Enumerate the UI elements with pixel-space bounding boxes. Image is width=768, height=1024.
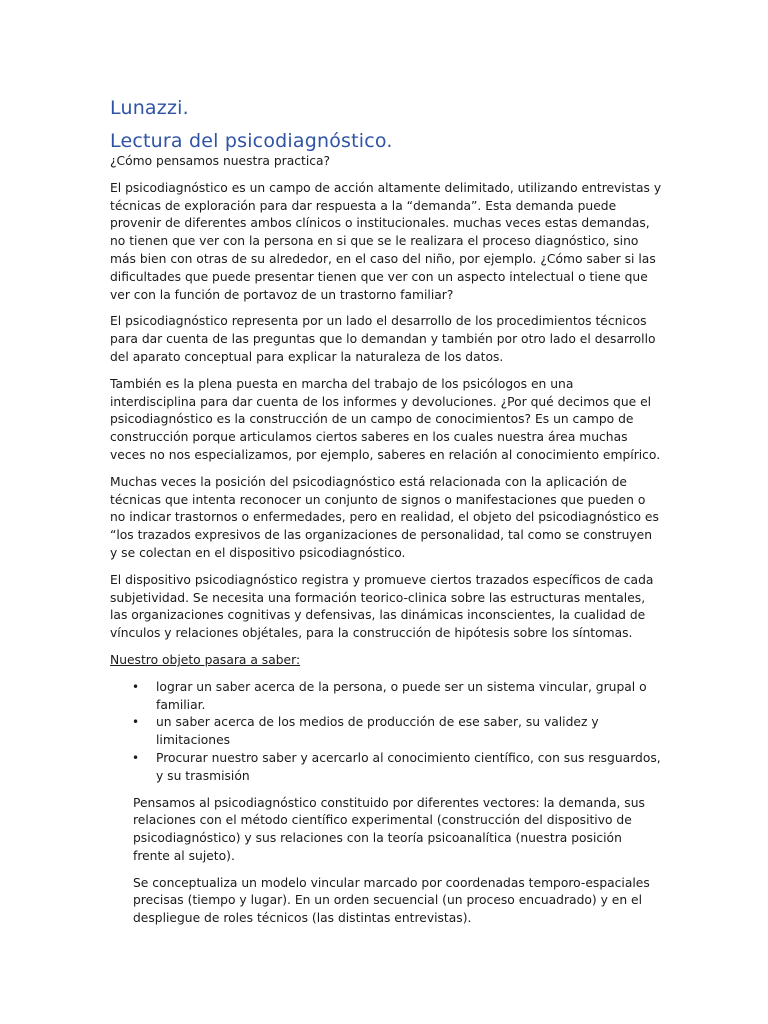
- bullet-icon: •: [132, 715, 140, 730]
- document-page: [110, 96, 662, 937]
- list-item: [110, 679, 662, 715]
- list-item-text: Procurar nuestro saber y acercarlo al conocimiento científico, con sus resguardos, y su trasmisión: [156, 750, 661, 783]
- author-heading: Lunazzi.: [110, 97, 189, 119]
- paragraph-vectores: Pensamos al psicodiagnóstico constituido por diferentes vectores: la demanda, sus relaciones con el método científico experimental (construcción del dispositivo de psicodiagnóstico) y sus relaciones con la teoría psicoanalítica (nuestra posición frente al sujeto).: [133, 795, 645, 863]
- list-item-text: un saber acerca de los medios de producción de ese saber, su validez y limitaciones: [156, 715, 599, 748]
- paragraph-dispositivo: El dispositivo psicodiagnóstico registra y promueve ciertos trazados específicos de cada subjetividad. Se necesita una formación teorico-clinica sobre las estructuras mentales, las organizaciones cognitivas y defensivas, las dinámicas inconscientes, la cualidad de vínculos y relaciones objétales, para la construcción de hipótesis sobre los síntomas.: [110, 572, 654, 641]
- bullet-icon: •: [132, 679, 140, 694]
- paragraph-modelo-vincular: Se conceptualiza un modelo vincular marcado por coordenadas temporo-espaciales precisas (tiempo y lugar). En un orden secuencial (un proceso encuadrado) y en el despliegue de roles técnicos (las distintas entrevistas).: [133, 875, 650, 926]
- paragraph-objeto: Muchas veces la posición del psicodiagnóstico está relacionada con la aplicación de técnicas que intenta reconocer un conjunto de signos o manifestaciones que pueden o no indicar trastornos o enfermedades, pero en realidad, el objeto del psicodiagnóstico es “los trazados expresivos de las organizaciones de personalidad, tal como se construyen y se colectan en el dispositivo psicodiagnóstico.: [110, 474, 659, 560]
- paragraph-demanda: El psicodiagnóstico es un campo de acción altamente delimitado, utilizando entrevistas y técnicas de exploración para dar respuesta a la “demanda”. Esta demanda puede provenir de diferentes ambos clínicos o institucionales. muchas veces estas demandas, no tienen que ver con la persona en si que se le realizara el proceso diagnóstico, sino más bien con otras de su alrededor, en el caso del niño, por ejemplo. ¿Cómo saber si las dificultades que puede presentar tienen que ver con un aspecto intelectual o tiene que ver con la función de portavoz de un trastorno familiar?: [110, 180, 662, 302]
- list-item-text: lograr un saber acerca de la persona, o puede ser un sistema vincular, grupal o familiar.: [156, 679, 647, 712]
- list-item: [110, 750, 662, 786]
- bullet-icon: •: [132, 750, 140, 765]
- objective-list: [110, 679, 662, 786]
- paragraph-interdisciplina: También es la plena puesta en marcha del trabajo de los psicólogos en una interdisciplina para dar cuenta de los informes y devoluciones. ¿Por qué decimos que el psicodiagnóstico es la construcción de un campo de conocimientos? Es un campo de construcción porque articulamos ciertos saberes en los cuales nuestra área muchas veces no nos especializamos, por ejemplo, saberes en relación al conocimiento empírico.: [110, 376, 661, 462]
- paragraph-procedimientos: El psicodiagnóstico representa por un lado el desarrollo de los procedimientos técnicos para dar cuenta de las preguntas que lo demandan y también por otro lado el desarrollo del aparato conceptual para explicar la naturaleza de los datos.: [110, 314, 656, 364]
- intro-question: ¿Cómo pensamos nuestra practica?: [110, 154, 331, 168]
- document-title: Lectura del psicodiagnóstico.: [110, 130, 393, 152]
- list-item: [110, 714, 662, 750]
- objective-subheading: Nuestro objeto pasara a saber:: [110, 652, 301, 667]
